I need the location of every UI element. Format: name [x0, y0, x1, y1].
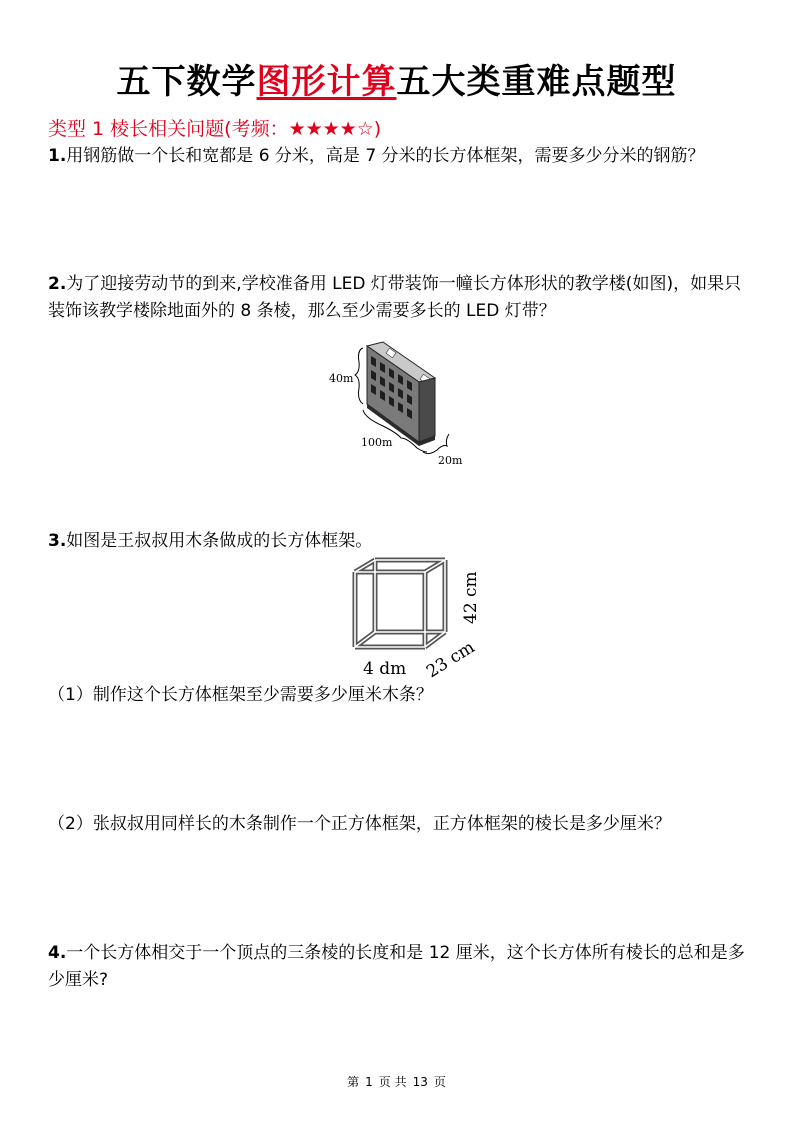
question-number: 1.	[48, 146, 67, 166]
question-text: 用钢筋做一个长和宽都是 6 分米，高是 7 分米的长方体框架，需要多少分米的钢筋？	[66, 146, 705, 166]
subquestion-2: （2）张叔叔用同样长的木条制作一个正方体框架，正方体框架的棱长是多少厘米？	[48, 814, 671, 834]
section-heading: 类型 1 棱长相关问题(考频：★★★★☆)	[48, 118, 382, 140]
height-brace	[355, 348, 363, 404]
subquestion-1: （1）制作这个长方体框架至少需要多少厘米木条？	[48, 685, 433, 705]
length-label: 100m	[361, 436, 393, 449]
question-3	[48, 528, 748, 555]
footer-prefix: 第	[347, 1075, 360, 1089]
frame-width-label: 23 cm	[423, 637, 479, 683]
title-prefix: 五下数学	[116, 62, 257, 102]
footer-total: 13	[412, 1075, 428, 1089]
footer-page: 1	[365, 1075, 373, 1089]
page-title	[0, 54, 793, 103]
frame-height-label: 42 cm	[461, 571, 481, 624]
question-text: 一个长方体相交于一个顶点的三条棱的长度和是 12 厘米，这个长方体所有棱长的总和是多少厘米?	[48, 943, 745, 990]
building-figure	[325, 338, 475, 470]
question-4	[48, 940, 748, 994]
question-2	[48, 271, 748, 325]
width-label: 20m	[438, 454, 463, 467]
title-suffix: 五大类重难点题型	[396, 62, 677, 102]
question-1	[48, 143, 748, 170]
question-text: 为了迎接劳动节的到来,学校准备用 LED 灯带装饰一幢长方体形状的教学楼(如图)，如果只装饰该教学楼除地面外的 8 条棱，那么至少需要多长的 LED 灯带？	[48, 274, 742, 321]
footer-mid: 页 共	[378, 1075, 407, 1089]
page-footer	[0, 1073, 793, 1090]
title-highlight: 图形计算	[256, 62, 397, 102]
footer-suffix: 页	[433, 1075, 446, 1089]
frame-bars	[355, 560, 445, 647]
question-number: 3.	[48, 531, 67, 551]
height-label: 40m	[329, 372, 354, 385]
question-number: 4.	[48, 943, 67, 963]
building-side-face	[419, 378, 435, 442]
question-number: 2.	[48, 274, 67, 294]
frame-length-label: 4 dm	[363, 659, 407, 679]
frame-figure	[335, 552, 485, 684]
question-text: 如图是王叔叔用木条做成的长方体框架。	[66, 531, 373, 551]
